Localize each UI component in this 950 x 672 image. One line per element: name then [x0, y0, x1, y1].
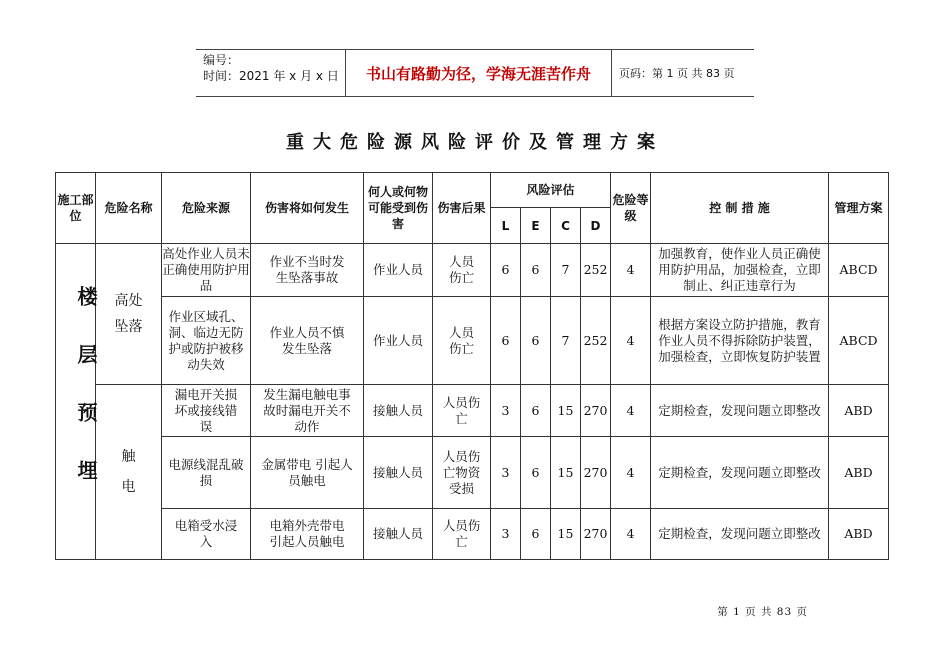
header-meta — [196, 50, 345, 96]
E-cell: 6 — [521, 437, 551, 509]
D-cell: 252 — [581, 297, 611, 385]
page-info: 页码：第 1 页 共 83 页 — [619, 67, 735, 80]
header-level: 危险等级 — [611, 173, 651, 244]
table-row — [56, 509, 889, 560]
C-cell: 7 — [551, 244, 581, 297]
risk-table — [55, 172, 889, 560]
who-cell: 作业人员 — [364, 244, 433, 297]
header-risk-eval: 风险评估 — [491, 173, 611, 208]
number-label: 编号： — [203, 53, 240, 67]
header-consequence: 伤害后果 — [433, 173, 491, 244]
table-row — [56, 244, 889, 297]
E-cell: 6 — [521, 509, 551, 560]
level-cell: 4 — [611, 385, 651, 437]
D-cell: 270 — [581, 437, 611, 509]
result-cell: 人员伤亡 — [433, 509, 491, 560]
level-cell: 4 — [611, 437, 651, 509]
L-cell: 3 — [491, 437, 521, 509]
control-cell: 定期检查，发现问题立即整改 — [651, 509, 829, 560]
control-cell: 定期检查，发现问题立即整改 — [651, 437, 829, 509]
page-title: 重大危险源风险评价及管理方案 — [286, 132, 664, 153]
source-cell: 高处作业人员未正确使用防护用品 — [162, 244, 251, 297]
source-cell: 漏电开关损坏或接线错误 — [162, 385, 251, 437]
header-how-harm: 伤害将如何发生 — [251, 173, 364, 244]
source-cell: 电源线混乱破损 — [162, 437, 251, 509]
header-area: 施工部位 — [56, 173, 96, 244]
who-cell: 接触人员 — [364, 437, 433, 509]
hazard-name-cell: 高处坠落 — [96, 244, 162, 385]
header-D: D — [581, 208, 611, 244]
C-cell: 15 — [551, 385, 581, 437]
control-cell: 定期检查，发现问题立即整改 — [651, 385, 829, 437]
D-cell: 270 — [581, 509, 611, 560]
control-cell: 根据方案设立防护措施，教育作业人员不得拆除防护装置，加强检查，立即恢复防护装置 — [651, 297, 829, 385]
how-cell: 作业不当时发生坠落事故 — [251, 244, 364, 297]
header-mgmt: 管理方案 — [829, 173, 889, 244]
area-cell — [56, 244, 96, 560]
mgmt-cell: ABD — [829, 509, 889, 560]
mgmt-cell: ABD — [829, 385, 889, 437]
how-cell: 作业人员不慎发生坠落 — [251, 297, 364, 385]
header-who-harmed: 何人或何物可能受到伤害 — [364, 173, 433, 244]
level-cell: 4 — [611, 509, 651, 560]
D-cell: 270 — [581, 385, 611, 437]
control-cell: 加强教育，使作业人员正确使用防护用品，加强检查，立即制止、纠正违章行为 — [651, 244, 829, 297]
how-cell: 电箱外壳带电引起人员触电 — [251, 509, 364, 560]
E-cell: 6 — [521, 385, 551, 437]
mgmt-cell: ABCD — [829, 297, 889, 385]
mgmt-cell: ABCD — [829, 244, 889, 297]
L-cell: 3 — [491, 385, 521, 437]
who-cell: 接触人员 — [364, 509, 433, 560]
result-cell: 人员伤亡 — [433, 244, 491, 297]
motto: 书山有路勤为径，学海无涯苦作舟 — [345, 50, 612, 96]
header-hazard-source: 危险来源 — [162, 173, 251, 244]
table-row — [56, 297, 889, 385]
E-cell: 6 — [521, 244, 551, 297]
level-cell: 4 — [611, 244, 651, 297]
result-cell: 人员伤亡 — [433, 385, 491, 437]
page-footer: 第 1 页 共 83 页 — [717, 606, 808, 618]
header-E: E — [521, 208, 551, 244]
how-cell: 发生漏电触电事故时漏电开关不动作 — [251, 385, 364, 437]
header-C: C — [551, 208, 581, 244]
header-hazard-name: 危险名称 — [96, 173, 162, 244]
C-cell: 15 — [551, 509, 581, 560]
result-cell: 人员伤亡物资受损 — [433, 437, 491, 509]
level-cell: 4 — [611, 297, 651, 385]
who-cell: 作业人员 — [364, 297, 433, 385]
table-row — [56, 437, 889, 509]
time-label: 时间：2021 年 x 月 x 日 — [203, 69, 339, 83]
C-cell: 15 — [551, 437, 581, 509]
document-header — [196, 49, 754, 97]
header-control: 控 制 措 施 — [651, 173, 829, 244]
table-row — [56, 385, 889, 437]
D-cell: 252 — [581, 244, 611, 297]
mgmt-cell: ABD — [829, 437, 889, 509]
header-L: L — [491, 208, 521, 244]
source-cell: 作业区域孔、洞、临边无防护或防护被移动失效 — [162, 297, 251, 385]
hazard-name-cell: 触电 — [96, 385, 162, 560]
who-cell: 接触人员 — [364, 385, 433, 437]
C-cell: 7 — [551, 297, 581, 385]
result-cell: 人员伤亡 — [433, 297, 491, 385]
L-cell: 6 — [491, 297, 521, 385]
source-cell: 电箱受水浸入 — [162, 509, 251, 560]
L-cell: 6 — [491, 244, 521, 297]
E-cell: 6 — [521, 297, 551, 385]
area-text: 楼层预埋 — [74, 285, 98, 518]
L-cell: 3 — [491, 509, 521, 560]
how-cell: 金属带电 引起人员触电 — [251, 437, 364, 509]
